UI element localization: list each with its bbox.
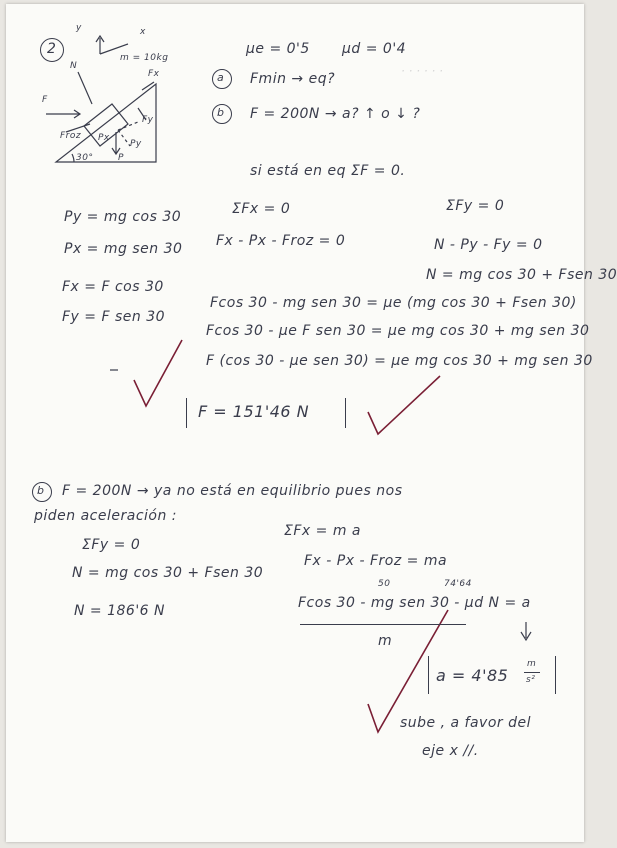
dynamic-coefficient: μd = 0'4	[342, 41, 407, 57]
question-a-marker: a	[217, 71, 225, 84]
eq-x-a: Fx - Px - Froz = 0	[216, 233, 346, 249]
accel-unit-den: s²	[526, 675, 536, 685]
step2-a: Fcos 30 - μe F sen 30 = μe mg cos 30 + mg sen 30	[206, 323, 590, 339]
accel-unit-num: m	[527, 659, 537, 669]
conclusion-line2: eje x //.	[422, 743, 479, 759]
sum-fy-a: ΣFy = 0	[446, 198, 505, 214]
px-formula: Px = mg sen 30	[64, 241, 183, 257]
weight-label: P	[118, 153, 124, 163]
fx-formula: Fx = F cos 30	[62, 279, 164, 295]
mass-label: m = 10kg	[120, 53, 169, 63]
question-b-text: F = 200N → a? ↑ o ↓ ?	[250, 106, 421, 122]
part-b-marker: b	[37, 484, 45, 497]
sum-fx-a: ΣFx = 0	[232, 201, 291, 217]
numerator-b: Fcos 30 - mg sen 30 - μd N = a	[298, 595, 531, 611]
axis-y-label: y	[76, 23, 82, 33]
question-a-text: Fmin → eq?	[250, 71, 336, 87]
py-label: Py	[130, 139, 142, 149]
eq-n-b: N = mg cos 30 + Fsen 30	[72, 565, 264, 581]
eq-y2-a: N = mg cos 30 + Fsen 30	[426, 267, 617, 283]
accel-unit-bar	[524, 672, 540, 673]
under-froz: 74'64	[444, 579, 472, 589]
eq-x-b: Fx - Px - Froz = ma	[304, 553, 448, 569]
notebook-page	[6, 4, 617, 842]
fy-formula: Fy = F sen 30	[62, 309, 166, 325]
friction-label: Froz	[60, 131, 82, 141]
problem-number: 2	[47, 41, 57, 57]
accel-value: a = 4'85	[436, 666, 509, 685]
step1-a: Fcos 30 - mg sen 30 = μe (mg cos 30 + Fsen 30)	[210, 295, 577, 311]
part-b-line1: F = 200N → ya no está en equilibrio pues nos	[62, 483, 403, 499]
static-coefficient: μe = 0'5	[246, 41, 310, 57]
n-result-b: N = 186'6 N	[74, 603, 166, 619]
eq-y1-a: N - Py - Fy = 0	[434, 237, 543, 253]
under-px: 50	[378, 579, 391, 589]
conclusion-line1: sube , a favor del	[400, 715, 532, 731]
fy-label: Fy	[142, 115, 154, 125]
bleed-through: · · · · · ·	[401, 64, 443, 78]
py-formula: Py = mg cos 30	[64, 209, 182, 225]
sum-fx-b: ΣFx = m a	[284, 523, 361, 539]
sum-fy-b: ΣFy = 0	[82, 537, 141, 553]
angle-label: 30°	[76, 153, 94, 163]
result-a: F = 151'46 N	[198, 402, 310, 421]
normal-label: N	[70, 61, 78, 71]
denominator-b: m	[378, 633, 393, 649]
px-label: Px	[98, 133, 110, 143]
part-b-line2: piden aceleración :	[34, 508, 178, 524]
equilibrium-condition: si está en eq ΣF = 0.	[250, 163, 406, 179]
fx-label: Fx	[148, 69, 160, 79]
force-label: F	[42, 95, 48, 105]
question-b-marker: b	[217, 106, 225, 119]
axis-x-label: x	[140, 27, 146, 37]
step3-a: F (cos 30 - μe sen 30) = μe mg cos 30 + mg sen 30	[206, 353, 593, 369]
